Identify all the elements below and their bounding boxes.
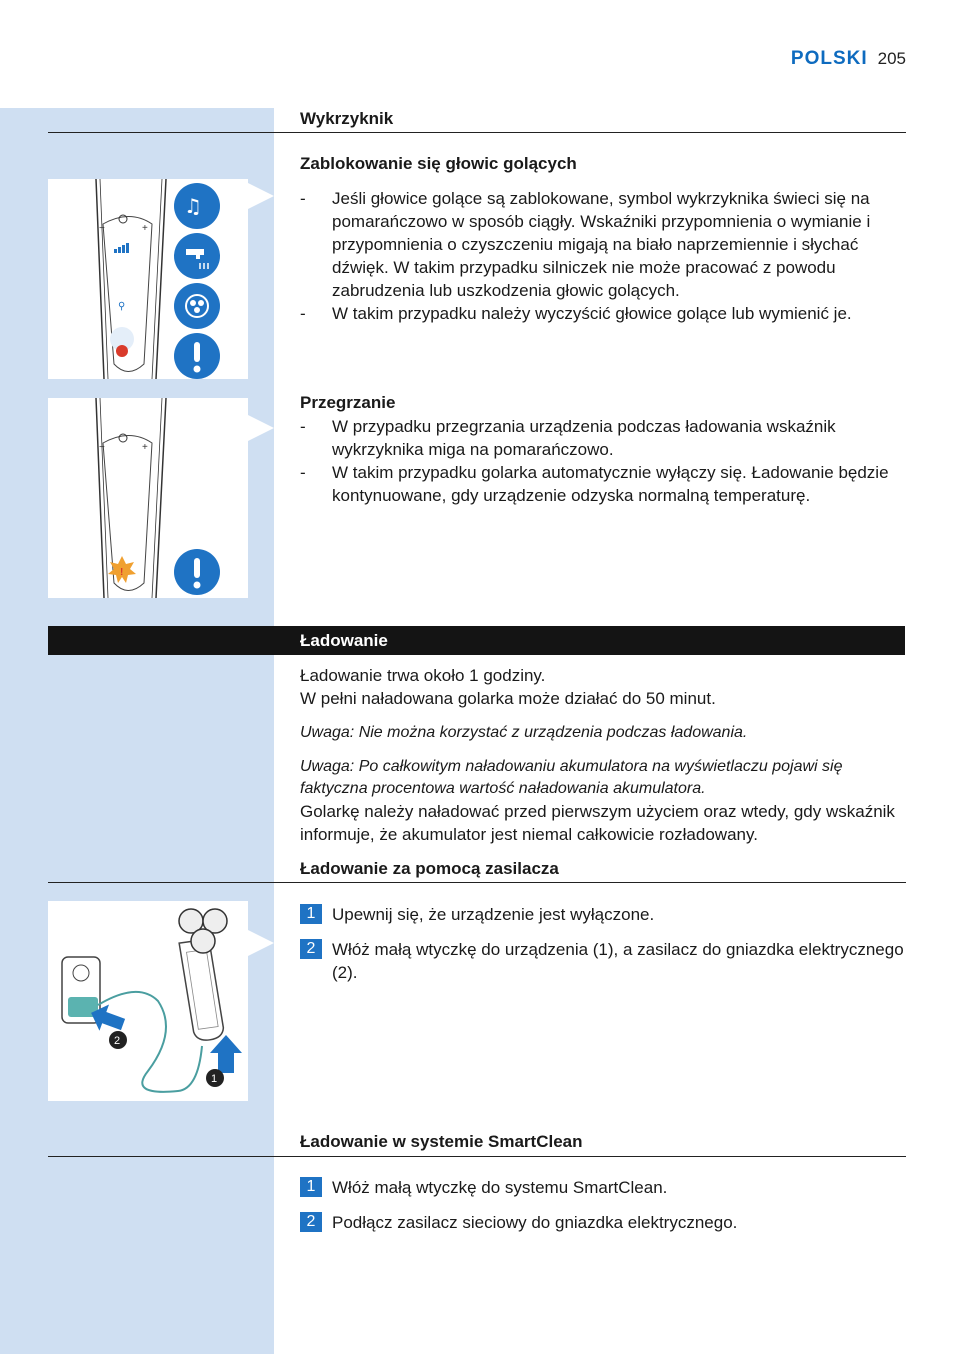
bullet-text: W takim przypadku należy wyczyścić głowice golące lub wymienić je.: [332, 304, 852, 323]
exclamation-icon: [174, 333, 220, 379]
list-item: - Jeśli głowice golące są zablokowane, symbol wykrzyknika świeci się na pomarańczowo w sposób ciągły. Wskaźniki przypomnienia o wymianie i przypomnienia o czyszczeniu migają na biało naprzemiennie i słychać dźwięk. W takim przypadku silniczek nie może pracować z powodu zabrudzenia lub uszkodzenia głowic golących.: [300, 189, 871, 300]
bullet-text: W takim przypadku golarka automatycznie wyłączy się. Ładowanie będzie kontynuowane, gdy urządzenie odzyska normalną temperaturę.: [332, 463, 889, 505]
shaver-display-blocked-illustration: [48, 179, 248, 379]
charging-intro: [300, 664, 906, 710]
page-number: 205: [877, 49, 906, 68]
paragraph: W pełni naładowana golarka może działać do 50 minut.: [300, 689, 716, 708]
section-title-charging: Ładowanie: [300, 631, 388, 650]
list-item: - W takim przypadku golarka automatycznie wyłączy się. Ładowanie będzie kontynuowane, gdy urządzenie odzyska normalną temperaturę.: [300, 463, 889, 505]
shaver-display-overheat-illustration: [48, 398, 248, 598]
note-2: Uwaga: Po całkowitym naładowaniu akumulatora na wyświetlaczu pojawi się faktyczna procentowa wartość naładowania akumulatora.: [300, 758, 843, 797]
callout-pointer: [248, 183, 274, 209]
svg-text:−: −: [99, 442, 105, 453]
step-text: Włóż małą wtyczkę do systemu SmartClean.: [332, 1178, 668, 1197]
exclamation-icon: [174, 549, 220, 595]
step-item: [300, 1176, 906, 1199]
callout-pointer: [248, 415, 274, 441]
page-header: [791, 48, 906, 70]
shaver-charging-icon: [48, 901, 248, 1101]
callout-pointer: [248, 930, 274, 956]
svg-text:♫: ♫: [184, 194, 202, 218]
blocked-bullets: [300, 187, 906, 325]
svg-text:!: !: [120, 567, 124, 578]
note-1: Uwaga: Nie można korzystać z urządzenia podczas ładowania.: [300, 724, 748, 741]
bullet-text: W przypadku przegrzania urządzenia podczas ładowania wskaźnik wykrzyknika miga na pomarańczowo.: [332, 417, 836, 459]
charging-adapter-illustration: [48, 901, 248, 1101]
section-bar-charging: [48, 626, 905, 655]
subheading-smartclean: Ładowanie w systemie SmartClean: [300, 1132, 583, 1151]
subheading-adapter: Ładowanie za pomocą zasilacza: [300, 859, 559, 878]
section-heading-wykrzyknik: Wykrzyknik: [300, 109, 394, 128]
callout-1: 1: [211, 1073, 218, 1085]
step-number: 2: [300, 1212, 322, 1232]
shaving-heads-icon: [174, 283, 220, 329]
subheading-blocked: Zablokowanie się głowic golących: [300, 154, 577, 173]
paragraph: Ładowanie trwa około 1 godziny.: [300, 666, 546, 685]
faucet-icon: [174, 233, 220, 279]
list-item: - W przypadku przegrzania urządzenia podczas ładowania wskaźnik wykrzyknika miga na pomarańczowo.: [300, 417, 836, 459]
svg-text:+: +: [142, 223, 148, 234]
overheat-bullets: [300, 415, 906, 507]
step-item: [300, 938, 906, 984]
paragraph: Golarkę należy naładować przed pierwszym użyciem oraz wtedy, gdy wskaźnik informuje, że akumulator jest niemal całkowicie rozładowany.: [300, 802, 895, 844]
subheading-overheat: Przegrzanie: [300, 393, 396, 412]
divider: [48, 132, 906, 133]
svg-text:−: −: [99, 223, 105, 234]
step-text: Podłącz zasilacz sieciowy do gniazdka elektrycznego.: [332, 1213, 738, 1232]
note-2-block: [300, 756, 906, 846]
divider: [48, 882, 906, 883]
step-text: Upewnij się, że urządzenie jest wyłączone.: [332, 905, 655, 924]
step-number: 1: [300, 1177, 322, 1197]
list-item: - W takim przypadku należy wyczyścić głowice golące lub wymienić je.: [300, 304, 852, 323]
language-label: POLSKI: [790, 48, 868, 69]
step-item: [300, 903, 906, 926]
bullet-text: Jeśli głowice golące są zablokowane, symbol wykrzyknika świeci się na pomarańczowo w sposób ciągły. Wskaźniki przypomnienia o wymianie i przypomnienia o czyszczeniu migają na biało naprzemiennie i słychać dźwięk. W takim przypadku silniczek nie może pracować z powodu zabrudzenia lub uszkodzenia głowic golących.: [332, 189, 871, 300]
step-number: 1: [300, 904, 322, 924]
svg-text:+: +: [142, 442, 148, 453]
step-number: 2: [300, 939, 322, 959]
step-text: Włóż małą wtyczkę do urządzenia (1), a zasilacz do gniazdka elektrycznego (2).: [332, 940, 904, 982]
divider: [48, 1156, 906, 1157]
sound-icon: [174, 183, 220, 229]
callout-2: 2: [114, 1035, 121, 1047]
step-item: [300, 1211, 906, 1234]
svg-text:⚲: ⚲: [118, 301, 126, 312]
